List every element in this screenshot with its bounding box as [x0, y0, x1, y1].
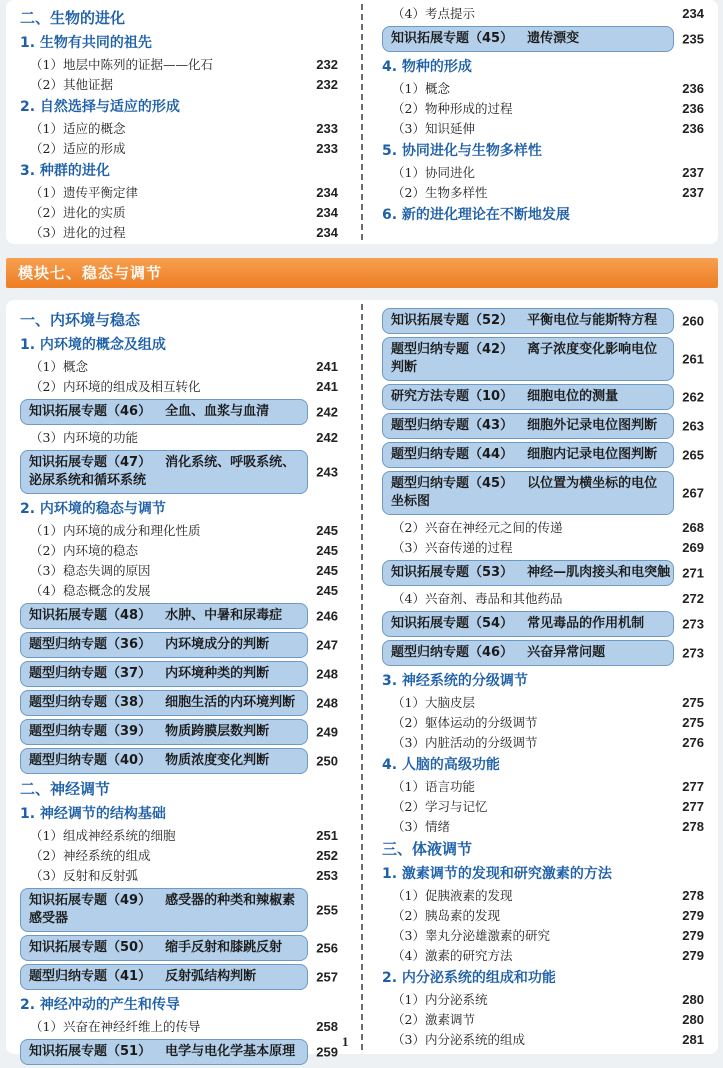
section-heading[interactable] — [382, 837, 704, 862]
page-ref: 236 — [682, 101, 704, 116]
toc-entry-label: （3）内环境的功能 — [30, 430, 138, 445]
page-ref: 245 — [316, 563, 338, 578]
toc-entry[interactable] — [382, 906, 704, 926]
toc-entry-topic[interactable] — [382, 413, 704, 439]
toc-entry[interactable] — [382, 990, 704, 1010]
topic-title: 离子浓度变化影响电位判断 — [391, 342, 658, 375]
page-ref: 276 — [682, 735, 704, 750]
toc-entry-label: （3）反射和反射弧 — [30, 868, 138, 883]
toc-entry-label: （2）学习与记忆 — [392, 799, 488, 814]
section-heading[interactable] — [382, 966, 704, 990]
topic-badge — [382, 384, 674, 410]
topic-label: 题型归纳专题（40） — [29, 753, 152, 768]
section-heading[interactable] — [382, 55, 704, 79]
heading-label: 4. 物种的形成 — [382, 59, 472, 75]
page-ref: 279 — [682, 908, 704, 923]
page-ref: 246 — [316, 608, 338, 624]
toc-entry-label: （3）情绪 — [392, 819, 450, 834]
topic-label: 题型归纳专题（38） — [29, 695, 152, 710]
topic-badge — [382, 442, 674, 468]
page-ref: 245 — [316, 543, 338, 558]
toc-entry-label: （1）组成神经系统的细胞 — [30, 828, 176, 843]
toc-entry-topic[interactable] — [20, 888, 338, 932]
heading-label: 三、体液调节 — [382, 840, 473, 858]
page-ref: 237 — [682, 165, 704, 180]
page-ref: 267 — [682, 485, 704, 501]
topic-title: 细胞外记录电位图判断 — [527, 418, 658, 433]
topic-title: 全血、血浆与血清 — [165, 404, 270, 419]
page-ref: 255 — [316, 902, 338, 918]
page-ref: 253 — [316, 868, 338, 883]
toc-entry-label: （2）激素调节 — [392, 1012, 475, 1027]
toc-entry[interactable] — [20, 139, 338, 159]
page-ref: 248 — [316, 695, 338, 711]
page-ref: 232 — [316, 77, 338, 92]
toc-entry[interactable] — [20, 1017, 338, 1037]
section-heading[interactable] — [20, 31, 338, 55]
toc-column-right — [382, 306, 704, 1050]
toc-entry[interactable] — [382, 518, 704, 538]
topic-title: 反射弧结构判断 — [165, 969, 257, 984]
toc-entry-topic[interactable] — [382, 337, 704, 381]
section-heading[interactable] — [20, 777, 338, 802]
toc-entry-topic[interactable] — [20, 450, 338, 494]
heading-label: 二、神经调节 — [20, 780, 111, 798]
toc-panel-evolution — [6, 0, 718, 244]
topic-label: 题型归纳专题（43） — [391, 418, 514, 433]
topic-badge — [382, 560, 674, 586]
toc-entry-label: （3）知识延伸 — [392, 121, 475, 136]
toc-entry-label: （3）内脏活动的分级调节 — [392, 735, 538, 750]
toc-entry-label: （2）神经系统的组成 — [30, 848, 151, 863]
topic-badge — [20, 888, 308, 932]
toc-entry-topic[interactable] — [382, 442, 704, 468]
toc-entry[interactable] — [20, 826, 338, 846]
section-heading[interactable] — [20, 333, 338, 357]
topic-label: 知识拓展专题（52） — [391, 313, 514, 328]
toc-entry-topic[interactable] — [20, 690, 338, 716]
toc-entry[interactable] — [20, 561, 338, 581]
toc-entry-label: （1）概念 — [30, 359, 88, 374]
toc-entry[interactable] — [20, 377, 338, 397]
toc-entry-topic[interactable] — [20, 632, 338, 658]
toc-entry[interactable] — [382, 886, 704, 906]
toc-entry[interactable] — [382, 1030, 704, 1050]
heading-label: 1. 激素调节的发现和研究激素的方法 — [382, 866, 612, 882]
page-ref: 241 — [316, 379, 338, 394]
topic-badge — [20, 964, 308, 990]
section-heading[interactable] — [20, 308, 338, 333]
topic-title: 电学与电化学基本原理 — [165, 1044, 296, 1059]
topic-title: 感受器的种类和辣椒素感受器 — [29, 893, 296, 926]
column-divider — [361, 304, 363, 1050]
topic-badge — [20, 450, 308, 494]
page-ref: 260 — [682, 313, 704, 329]
page-ref: 278 — [682, 888, 704, 903]
heading-label: 3. 种群的进化 — [20, 163, 110, 179]
topic-badge — [20, 690, 308, 716]
page-ref: 232 — [316, 57, 338, 72]
page-ref: 280 — [682, 992, 704, 1007]
toc-entry-label: （2）适应的形成 — [30, 141, 126, 156]
toc-entry-label: （2）生物多样性 — [392, 185, 488, 200]
toc-entry-label: （1）地层中陈列的证据——化石 — [30, 57, 213, 72]
topic-label: 知识拓展专题（53） — [391, 565, 514, 580]
topic-label: 研究方法专题（10） — [391, 389, 514, 404]
toc-entry[interactable] — [20, 183, 338, 203]
toc-entry[interactable] — [20, 866, 338, 886]
page-ref: 245 — [316, 583, 338, 598]
toc-entry-topic[interactable] — [20, 748, 338, 774]
page-ref: 281 — [682, 1032, 704, 1047]
toc-entry[interactable] — [382, 733, 704, 753]
topic-badge — [382, 640, 674, 666]
toc-entry-label: （3）内分泌系统的组成 — [392, 1032, 525, 1047]
topic-label: 知识拓展专题（47） — [29, 455, 152, 470]
toc-entry-label: （1）协同进化 — [392, 165, 475, 180]
topic-title: 物质跨膜层数判断 — [165, 724, 270, 739]
toc-entry[interactable] — [382, 713, 704, 733]
page-ref: 245 — [316, 523, 338, 538]
heading-label: 6. 新的进化理论在不断地发展 — [382, 207, 570, 223]
toc-entry-label: （1）遗传平衡定律 — [30, 185, 138, 200]
toc-entry[interactable] — [382, 797, 704, 817]
page-ref: 233 — [316, 141, 338, 156]
toc-column-left — [20, 308, 338, 1068]
topic-badge — [20, 632, 308, 658]
toc-entry[interactable] — [382, 926, 704, 946]
toc-panel-homeostasis — [6, 300, 718, 1060]
toc-entry[interactable] — [20, 203, 338, 223]
toc-entry-topic[interactable] — [382, 308, 704, 334]
toc-entry-topic[interactable] — [382, 611, 704, 637]
page-ref: 251 — [316, 828, 338, 843]
topic-badge — [20, 748, 308, 774]
page-ref: 247 — [316, 637, 338, 653]
page-ref: 252 — [316, 848, 338, 863]
toc-entry-label: （4）考点提示 — [392, 6, 475, 21]
topic-label: 题型归纳专题（46） — [391, 645, 514, 660]
page-ref: 268 — [682, 520, 704, 535]
toc-entry-topic[interactable] — [382, 640, 704, 666]
toc-entry-topic[interactable] — [382, 560, 704, 586]
toc-entry-label: （3）睾丸分泌雄激素的研究 — [392, 928, 550, 943]
topic-title: 缩手反射和膝跳反射 — [165, 940, 283, 955]
topic-badge — [382, 611, 674, 637]
page-ref: 241 — [316, 359, 338, 374]
page-ref: 275 — [682, 715, 704, 730]
section-heading[interactable] — [382, 862, 704, 886]
page-ref: 234 — [682, 6, 704, 21]
topic-badge — [382, 337, 674, 381]
page-ref: 248 — [316, 666, 338, 682]
topic-title: 水肿、中暑和尿毒症 — [165, 608, 283, 623]
page-ref: 269 — [682, 540, 704, 555]
toc-entry-label: （2）内环境的稳态 — [30, 543, 138, 558]
toc-entry-label: （1）大脑皮层 — [392, 695, 475, 710]
heading-label: 2. 神经冲动的产生和传导 — [20, 997, 180, 1013]
toc-entry[interactable] — [20, 541, 338, 561]
toc-entry[interactable] — [20, 119, 338, 139]
toc-entry[interactable] — [20, 223, 338, 243]
topic-title: 细胞电位的测量 — [527, 389, 619, 404]
toc-entry-label: （2）兴奋在神经元之间的传递 — [392, 520, 563, 535]
topic-label: 知识拓展专题（46） — [29, 404, 152, 419]
toc-entry-label: （2）内环境的组成及相互转化 — [30, 379, 201, 394]
heading-label: 一、内环境与稳态 — [20, 311, 141, 329]
page-ref: 242 — [316, 404, 338, 420]
heading-label: 5. 协同进化与生物多样性 — [382, 143, 542, 159]
heading-label: 1. 内环境的概念及组成 — [20, 337, 166, 353]
heading-label: 2. 内环境的稳态与调节 — [20, 501, 166, 517]
page-ref: 262 — [682, 389, 704, 405]
page-ref: 273 — [682, 616, 704, 632]
page-ref: 279 — [682, 928, 704, 943]
toc-entry-topic[interactable] — [20, 399, 338, 425]
toc-entry[interactable] — [20, 357, 338, 377]
toc-entry-label: （3）兴奋传递的过程 — [392, 540, 513, 555]
toc-entry-label: （2）进化的实质 — [30, 205, 126, 220]
toc-entry-label: （4）激素的研究方法 — [392, 948, 513, 963]
section-heading[interactable] — [20, 6, 338, 31]
page-ref: 278 — [682, 819, 704, 834]
page-ref: 280 — [682, 1012, 704, 1027]
page-ref: 243 — [316, 464, 338, 480]
topic-title: 神经—肌肉接头和电突触 — [527, 565, 671, 580]
heading-label: 二、生物的进化 — [20, 9, 126, 27]
topic-title: 遗传漂变 — [527, 31, 580, 46]
topic-badge — [20, 661, 308, 687]
toc-entry-topic[interactable] — [20, 964, 338, 990]
page-ref: 272 — [682, 591, 704, 606]
toc-entry-label: （1）概念 — [392, 81, 450, 96]
toc-entry[interactable] — [382, 589, 704, 609]
topic-label: 知识拓展专题（50） — [29, 940, 152, 955]
toc-entry[interactable] — [382, 119, 704, 139]
toc-entry[interactable] — [382, 183, 704, 203]
toc-entry[interactable] — [20, 55, 338, 75]
toc-entry-topic[interactable] — [382, 471, 704, 515]
toc-entry-topic[interactable] — [20, 719, 338, 745]
topic-label: 知识拓展专题（45） — [391, 31, 514, 46]
toc-entry[interactable] — [20, 75, 338, 95]
toc-entry[interactable] — [382, 1010, 704, 1030]
toc-entry[interactable] — [20, 581, 338, 601]
heading-label: 1. 神经调节的结构基础 — [20, 806, 166, 822]
toc-entry-label: （1）兴奋在神经纤维上的传导 — [30, 1019, 201, 1034]
topic-label: 题型归纳专题（41） — [29, 969, 152, 984]
page-ref: 259 — [316, 1044, 338, 1060]
toc-entry-label: （1）语言功能 — [392, 779, 475, 794]
toc-entry-label: （4）稳态概念的发展 — [30, 583, 151, 598]
topic-label: 题型归纳专题（37） — [29, 666, 152, 681]
page-ref: 250 — [316, 753, 338, 769]
page-ref: 234 — [316, 185, 338, 200]
page-ref: 249 — [316, 724, 338, 740]
toc-entry-topic[interactable] — [20, 1039, 338, 1065]
toc-entry[interactable] — [382, 4, 704, 24]
topic-label: 题型归纳专题（45） — [391, 476, 514, 491]
toc-entry[interactable] — [382, 163, 704, 183]
topic-badge — [382, 413, 674, 439]
toc-entry-label: （3）进化的过程 — [30, 225, 126, 240]
toc-entry-label: （1）适应的概念 — [30, 121, 126, 136]
toc-entry-label: （2）躯体运动的分级调节 — [392, 715, 538, 730]
toc-entry[interactable] — [20, 846, 338, 866]
page-ref: 265 — [682, 447, 704, 463]
topic-title: 细胞内记录电位图判断 — [527, 447, 658, 462]
toc-entry[interactable] — [382, 777, 704, 797]
topic-label: 知识拓展专题（48） — [29, 608, 152, 623]
topic-label: 知识拓展专题（54） — [391, 616, 514, 631]
section-heading[interactable] — [20, 802, 338, 826]
section-heading[interactable] — [382, 753, 704, 777]
topic-label: 题型归纳专题（44） — [391, 447, 514, 462]
topic-badge — [20, 1039, 308, 1065]
section-heading[interactable] — [382, 139, 704, 163]
section-heading[interactable] — [382, 203, 704, 227]
section-heading[interactable] — [20, 95, 338, 119]
page-ref: 256 — [316, 940, 338, 956]
page-ref: 257 — [316, 969, 338, 985]
toc-entry-label: （2）物种形成的过程 — [392, 101, 513, 116]
heading-label: 2. 自然选择与适应的形成 — [20, 99, 180, 115]
toc-entry[interactable] — [382, 79, 704, 99]
toc-entry[interactable] — [382, 538, 704, 558]
topic-title: 细胞生活的内环境判断 — [165, 695, 296, 710]
section-heading[interactable] — [20, 993, 338, 1017]
topic-badge — [382, 26, 674, 52]
toc-entry-label: （1）促胰液素的发现 — [392, 888, 513, 903]
topic-badge — [20, 935, 308, 961]
toc-entry-label: （2）其他证据 — [30, 77, 113, 92]
module-title-band: 模块七、稳态与调节 — [6, 258, 718, 288]
toc-entry-label: （1）内分泌系统 — [392, 992, 488, 1007]
toc-entry-topic[interactable] — [382, 26, 704, 52]
page-ref: 271 — [682, 565, 704, 581]
toc-entry[interactable] — [20, 428, 338, 448]
page-ref: 258 — [316, 1019, 338, 1034]
topic-label: 知识拓展专题（49） — [29, 893, 152, 908]
topic-badge — [382, 308, 674, 334]
topic-title: 以位置为横坐标的电位坐标图 — [391, 476, 658, 509]
heading-label: 4. 人脑的高级功能 — [382, 757, 500, 773]
toc-entry-topic[interactable] — [20, 935, 338, 961]
topic-title: 常见毒品的作用机制 — [527, 616, 645, 631]
toc-entry-topic[interactable] — [20, 661, 338, 687]
section-heading[interactable] — [20, 497, 338, 521]
page-ref: 275 — [682, 695, 704, 710]
topic-badge — [20, 399, 308, 425]
section-heading[interactable] — [20, 159, 338, 183]
toc-entry-label: （1）内环境的成分和理化性质 — [30, 523, 201, 538]
topic-badge — [20, 603, 308, 629]
toc-entry-topic[interactable] — [382, 384, 704, 410]
topic-badge — [382, 471, 674, 515]
column-divider — [361, 4, 363, 240]
page-ref: 235 — [682, 31, 704, 47]
page-number: 1 — [342, 1034, 349, 1049]
topic-title: 兴奋异常问题 — [527, 645, 606, 660]
page-ref: 277 — [682, 779, 704, 794]
toc-entry[interactable] — [382, 99, 704, 119]
topic-badge — [20, 719, 308, 745]
section-heading[interactable] — [382, 669, 704, 693]
topic-title: 内环境成分的判断 — [165, 637, 270, 652]
topic-title: 平衡电位与能斯特方程 — [527, 313, 658, 328]
page-ref: 279 — [682, 948, 704, 963]
heading-label: 3. 神经系统的分级调节 — [382, 673, 528, 689]
toc-entry[interactable] — [382, 817, 704, 837]
heading-label: 1. 生物有共同的祖先 — [20, 35, 152, 51]
page-ref: 263 — [682, 418, 704, 434]
topic-label: 题型归纳专题（39） — [29, 724, 152, 739]
page-ref: 277 — [682, 799, 704, 814]
topic-title: 物质浓度变化判断 — [165, 753, 270, 768]
topic-label: 题型归纳专题（42） — [391, 342, 514, 357]
page-ref: 242 — [316, 430, 338, 445]
topic-title: 消化系统、呼吸系统、泌尿系统和循环系统 — [29, 455, 296, 488]
page-ref: 236 — [682, 81, 704, 96]
page-ref: 261 — [682, 351, 704, 367]
page-ref: 234 — [316, 225, 338, 240]
toc-entry-label: （4）兴奋剂、毒品和其他药品 — [392, 591, 563, 606]
toc-entry[interactable] — [20, 521, 338, 541]
page-ref: 237 — [682, 185, 704, 200]
page-ref: 236 — [682, 121, 704, 136]
topic-label: 知识拓展专题（51） — [29, 1044, 152, 1059]
page-ref: 273 — [682, 645, 704, 661]
toc-entry-label: （2）胰岛素的发现 — [392, 908, 500, 923]
page-ref: 233 — [316, 121, 338, 136]
toc-entry[interactable] — [382, 946, 704, 966]
heading-label: 2. 内分泌系统的组成和功能 — [382, 970, 556, 986]
topic-title: 内环境种类的判断 — [165, 666, 270, 681]
toc-column-right — [382, 4, 704, 227]
toc-column-left — [20, 6, 338, 243]
toc-entry-label: （3）稳态失调的原因 — [30, 563, 151, 578]
page-ref: 234 — [316, 205, 338, 220]
toc-entry[interactable] — [382, 693, 704, 713]
topic-label: 题型归纳专题（36） — [29, 637, 152, 652]
toc-entry-topic[interactable] — [20, 603, 338, 629]
